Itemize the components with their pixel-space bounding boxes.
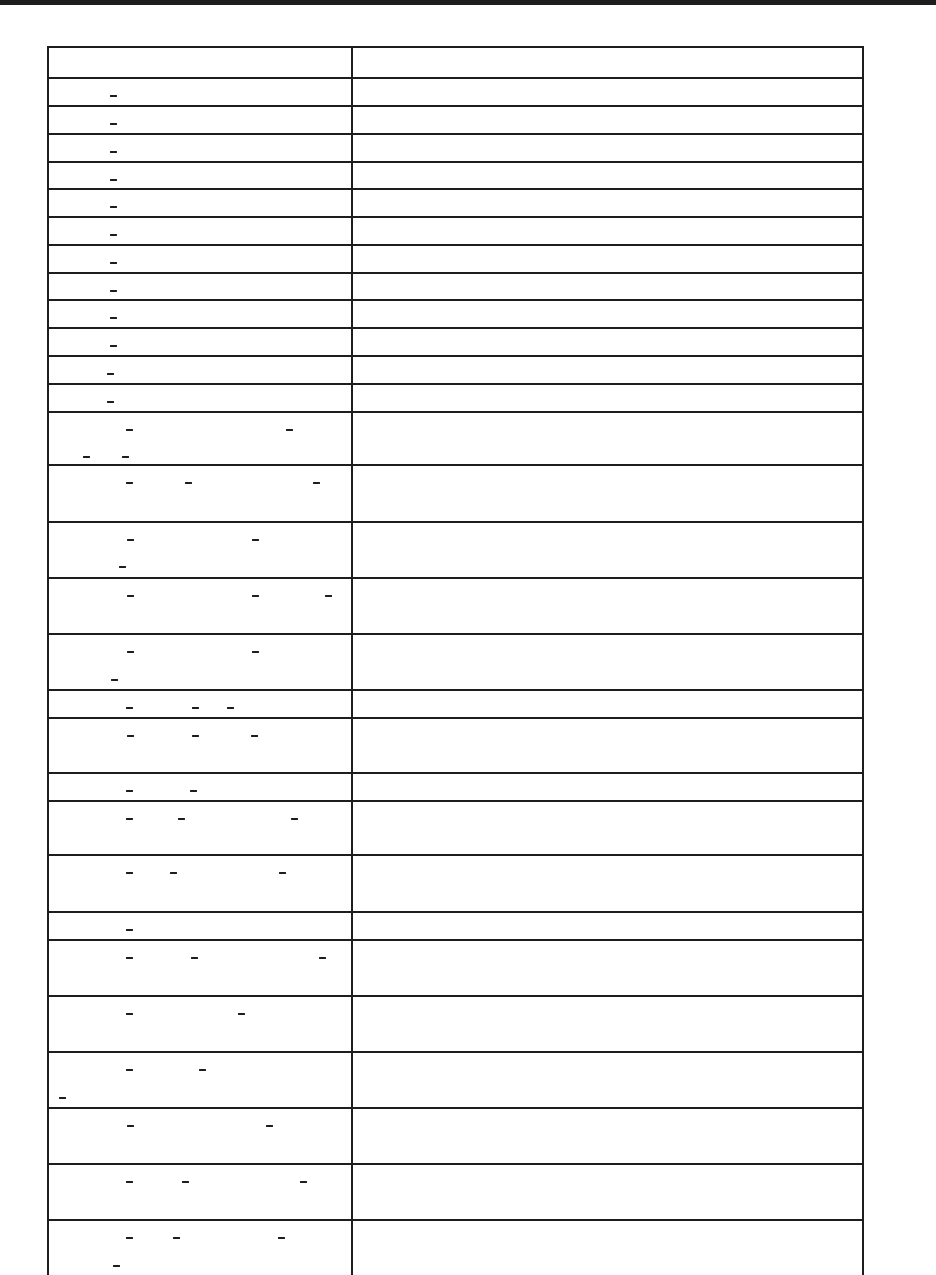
dash-glyph — [199, 1069, 206, 1071]
dash-glyph — [252, 595, 259, 597]
dash-glyph — [127, 595, 134, 597]
header-cell-left — [49, 48, 353, 77]
dash-glyph — [127, 651, 134, 653]
dash-glyph — [170, 872, 177, 874]
table-row — [49, 246, 862, 274]
table-row — [49, 1053, 862, 1109]
table-cell-right — [353, 913, 862, 939]
table-row — [49, 1165, 862, 1222]
dash-glyph — [127, 539, 134, 541]
table-row — [49, 301, 862, 329]
table-cell-left — [49, 1165, 353, 1220]
table-cell-left — [49, 579, 353, 633]
dash-glyph — [127, 1125, 134, 1127]
dash-glyph — [178, 818, 185, 820]
table-cell-right — [353, 997, 862, 1052]
table-cell-left — [49, 107, 353, 133]
table-cell-left — [49, 190, 353, 216]
table-cell-right — [353, 1221, 862, 1275]
table-cell-right — [353, 329, 862, 355]
table-cell-left — [49, 802, 353, 855]
table-cell-left — [49, 635, 353, 689]
table-row — [49, 719, 862, 774]
dash-glyph — [227, 707, 234, 709]
dash-glyph — [107, 373, 114, 375]
table-cell-right — [353, 941, 862, 995]
table-cell-left — [49, 1053, 353, 1107]
table-cell-right — [353, 802, 862, 855]
table-cell-right — [353, 1053, 862, 1107]
table-cell-right — [353, 190, 862, 216]
table-cell-right — [353, 523, 862, 578]
dash-glyph — [111, 679, 118, 681]
table-row — [49, 579, 862, 635]
table-row — [49, 774, 862, 802]
table-cell-left — [49, 1109, 353, 1163]
dash-glyph — [110, 290, 117, 292]
table-row — [49, 135, 862, 163]
dash-glyph — [126, 957, 133, 959]
dash-glyph — [126, 929, 133, 931]
table-cell-right — [353, 135, 862, 161]
dash-glyph — [126, 482, 133, 484]
dash-glyph — [279, 872, 286, 874]
dash-glyph — [126, 429, 133, 431]
table-row — [49, 385, 862, 413]
dash-glyph — [126, 1013, 133, 1015]
dash-glyph — [110, 95, 117, 97]
table-cell-right — [353, 301, 862, 327]
table-cell-right — [353, 856, 862, 911]
table-cell-right — [353, 1165, 862, 1220]
table-cell-left — [49, 79, 353, 105]
table-row — [49, 413, 862, 467]
table-cell-right — [353, 357, 862, 383]
dash-glyph — [59, 1097, 66, 1099]
table-cell-left — [49, 774, 353, 800]
table-row — [49, 997, 862, 1054]
dash-glyph — [110, 234, 117, 236]
dash-glyph — [313, 482, 320, 484]
dash-glyph — [278, 1237, 285, 1239]
dash-glyph — [122, 456, 129, 458]
top-divider-bar — [0, 0, 936, 5]
dash-glyph — [110, 317, 117, 319]
table-cell-right — [353, 107, 862, 133]
table-cell-right — [353, 466, 862, 521]
table-cell-left — [49, 301, 353, 327]
dash-glyph — [126, 872, 133, 874]
dash-glyph — [119, 566, 126, 568]
dash-glyph — [251, 735, 258, 737]
table-cell-left — [49, 246, 353, 272]
table-header-row — [49, 48, 862, 79]
table-row — [49, 274, 862, 302]
table-cell-left — [49, 719, 353, 772]
table-row — [49, 357, 862, 385]
table-cell-right — [353, 1109, 862, 1163]
table-row — [49, 1221, 862, 1275]
table-cell-right — [353, 163, 862, 189]
table-row — [49, 691, 862, 719]
table-cell-right — [353, 413, 862, 465]
data-table — [47, 46, 864, 1275]
table-cell-left — [49, 941, 353, 995]
dash-glyph — [110, 151, 117, 153]
dash-glyph — [252, 539, 259, 541]
table-cell-left — [49, 1221, 353, 1275]
table-cell-left — [49, 135, 353, 161]
table-row — [49, 163, 862, 191]
table-row — [49, 802, 862, 857]
table-row — [49, 190, 862, 218]
dash-glyph — [192, 707, 199, 709]
dash-glyph — [126, 707, 133, 709]
table-row — [49, 329, 862, 357]
table-cell-left — [49, 856, 353, 911]
dash-glyph — [110, 262, 117, 264]
table-cell-left — [49, 274, 353, 300]
dash-glyph — [113, 1265, 120, 1267]
table-cell-left — [49, 913, 353, 939]
table-cell-right — [353, 79, 862, 105]
dash-glyph — [325, 595, 332, 597]
dash-glyph — [252, 651, 259, 653]
table-cell-right — [353, 774, 862, 800]
table-cell-right — [353, 218, 862, 244]
dash-glyph — [300, 1181, 307, 1183]
table-cell-right — [353, 274, 862, 300]
dash-glyph — [126, 790, 133, 792]
table-cell-right — [353, 385, 862, 411]
dash-glyph — [83, 456, 90, 458]
dash-glyph — [110, 123, 117, 125]
table-row — [49, 107, 862, 135]
table-row — [49, 79, 862, 107]
dash-glyph — [126, 818, 133, 820]
dash-glyph — [238, 1013, 245, 1015]
dash-glyph — [286, 429, 293, 431]
dash-glyph — [126, 1181, 133, 1183]
table-row — [49, 941, 862, 997]
table-cell-right — [353, 579, 862, 633]
dash-glyph — [185, 482, 192, 484]
dash-glyph — [126, 1069, 133, 1071]
table-row — [49, 913, 862, 941]
table-cell-left — [49, 523, 353, 578]
table-cell-right — [353, 719, 862, 772]
dash-glyph — [291, 818, 298, 820]
table-cell-right — [353, 635, 862, 689]
table-cell-left — [49, 691, 353, 717]
table-cell-left — [49, 466, 353, 521]
table-row — [49, 218, 862, 246]
table-row — [49, 635, 862, 691]
dash-glyph — [127, 735, 134, 737]
table-cell-right — [353, 691, 862, 717]
header-cell-right — [353, 48, 862, 77]
table-row — [49, 523, 862, 580]
dash-glyph — [192, 735, 199, 737]
table-cell-right — [353, 246, 862, 272]
dash-glyph — [319, 957, 326, 959]
table-row — [49, 1109, 862, 1165]
dash-glyph — [190, 790, 197, 792]
dash-glyph — [182, 1181, 189, 1183]
table-cell-left — [49, 163, 353, 189]
table-cell-left — [49, 218, 353, 244]
dash-glyph — [110, 345, 117, 347]
table-cell-left — [49, 357, 353, 383]
table-row — [49, 466, 862, 523]
table-cell-left — [49, 385, 353, 411]
table-cell-left — [49, 329, 353, 355]
dash-glyph — [110, 179, 117, 181]
dash-glyph — [107, 401, 114, 403]
table-cell-left — [49, 413, 353, 465]
table-cell-left — [49, 997, 353, 1052]
table-row — [49, 856, 862, 913]
dash-glyph — [173, 1237, 180, 1239]
dash-glyph — [191, 957, 198, 959]
dash-glyph — [266, 1125, 273, 1127]
dash-glyph — [126, 1237, 133, 1239]
dash-glyph — [110, 206, 117, 208]
